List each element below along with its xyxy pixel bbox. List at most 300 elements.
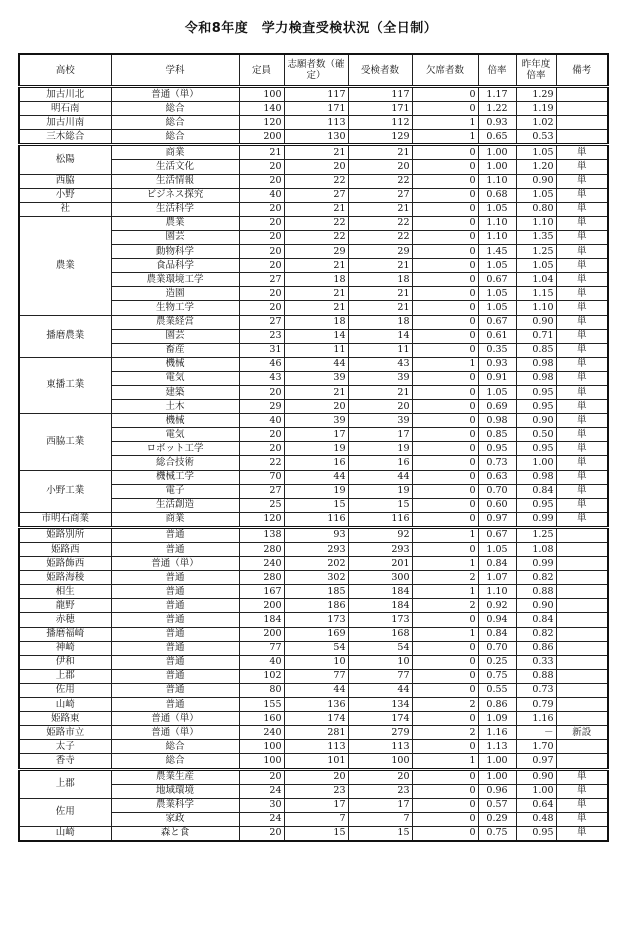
ratio-cell: 0.61	[478, 329, 516, 343]
department-cell: 総合	[111, 130, 239, 145]
school-name-cell: 姫路海稜	[19, 571, 111, 585]
ratio-cell: 1.45	[478, 245, 516, 259]
header-capacity: 定員	[239, 54, 284, 87]
ratio-cell: 1.05	[478, 385, 516, 399]
prev-ratio-cell: 0.98	[516, 470, 556, 484]
ratio-cell: 0.95	[478, 442, 516, 456]
applicants-cell: 21	[284, 259, 348, 273]
capacity-cell: 184	[239, 613, 284, 627]
department-cell: 機械	[111, 414, 239, 428]
ratio-cell: 0.60	[478, 498, 516, 512]
prev-ratio-cell: 0.84	[516, 484, 556, 498]
capacity-cell: 27	[239, 273, 284, 287]
note-cell: 単	[556, 371, 608, 385]
examinees-cell: 18	[348, 315, 412, 329]
ratio-cell: 0.69	[478, 400, 516, 414]
capacity-cell: 77	[239, 641, 284, 655]
note-cell	[556, 655, 608, 669]
table-row	[19, 543, 608, 557]
examinees-cell: 113	[348, 740, 412, 754]
ratio-cell: 0.93	[478, 357, 516, 371]
capacity-cell: 24	[239, 784, 284, 798]
ratio-cell: 0.65	[478, 130, 516, 145]
applicants-cell: 186	[284, 599, 348, 613]
applicants-cell: 113	[284, 116, 348, 130]
applicants-cell: 21	[284, 385, 348, 399]
prev-ratio-cell: 1.15	[516, 287, 556, 301]
school-name-cell: 小野	[19, 188, 111, 202]
department-cell: 機械	[111, 357, 239, 371]
applicants-cell: 185	[284, 585, 348, 599]
examinees-cell: 20	[348, 769, 412, 784]
prev-ratio-cell: 0.79	[516, 698, 556, 712]
capacity-cell: 240	[239, 726, 284, 740]
applicants-cell: 18	[284, 273, 348, 287]
department-cell: 普通	[111, 599, 239, 613]
applicants-cell: 116	[284, 512, 348, 527]
note-cell	[556, 669, 608, 683]
absentees-cell: 1	[412, 130, 478, 145]
department-cell: 生活情報	[111, 174, 239, 188]
prev-ratio-cell: 0.90	[516, 315, 556, 329]
applicants-cell: 171	[284, 102, 348, 116]
note-cell: 単	[556, 442, 608, 456]
examinees-cell: 22	[348, 216, 412, 230]
ratio-cell: 0.57	[478, 798, 516, 812]
ratio-cell: 0.67	[478, 315, 516, 329]
note-cell: 単	[556, 174, 608, 188]
absentees-cell: 1	[412, 754, 478, 769]
prev-ratio-cell: 0.84	[516, 613, 556, 627]
table-row	[19, 627, 608, 641]
applicants-cell: 29	[284, 245, 348, 259]
school-name-cell: 赤穂	[19, 613, 111, 627]
table-row	[19, 655, 608, 669]
applicants-cell: 113	[284, 740, 348, 754]
prev-ratio-cell: 0.53	[516, 130, 556, 145]
note-cell	[556, 571, 608, 585]
capacity-cell: 155	[239, 698, 284, 712]
capacity-cell: 20	[239, 245, 284, 259]
school-name-cell: 加古川南	[19, 116, 111, 130]
school-name-cell: 姫路西	[19, 543, 111, 557]
table-row	[19, 726, 608, 740]
absentees-cell: 0	[412, 202, 478, 216]
note-cell: 単	[556, 826, 608, 841]
absentees-cell: 0	[412, 428, 478, 442]
applicants-cell: 17	[284, 428, 348, 442]
examinees-cell: 293	[348, 543, 412, 557]
capacity-cell: 20	[239, 216, 284, 230]
applicants-cell: 281	[284, 726, 348, 740]
examinees-cell: 44	[348, 683, 412, 697]
prev-ratio-cell: 1.04	[516, 273, 556, 287]
note-cell	[556, 627, 608, 641]
prev-ratio-cell: 0.99	[516, 557, 556, 571]
department-cell: 造園	[111, 287, 239, 301]
absentees-cell: 1	[412, 585, 478, 599]
ratio-cell: 0.67	[478, 273, 516, 287]
prev-ratio-cell: 0.95	[516, 498, 556, 512]
school-name-cell: 上郡	[19, 669, 111, 683]
examinees-cell: 116	[348, 512, 412, 527]
examinees-cell: 54	[348, 641, 412, 655]
prev-ratio-cell: 0.90	[516, 769, 556, 784]
applicants-cell: 27	[284, 188, 348, 202]
examinees-cell: 22	[348, 174, 412, 188]
applicants-cell: 21	[284, 301, 348, 315]
school-name-cell: 西脇	[19, 174, 111, 188]
capacity-cell: 40	[239, 414, 284, 428]
applicants-cell: 54	[284, 641, 348, 655]
ratio-cell: 0.98	[478, 414, 516, 428]
ratio-cell: 0.94	[478, 613, 516, 627]
prev-ratio-cell: 0.73	[516, 683, 556, 697]
header-ratio: 倍率	[478, 54, 516, 87]
note-cell: 単	[556, 812, 608, 826]
absentees-cell: 0	[412, 712, 478, 726]
examinees-cell: 129	[348, 130, 412, 145]
capacity-cell: 200	[239, 627, 284, 641]
examinees-cell: 117	[348, 87, 412, 102]
capacity-cell: 20	[239, 442, 284, 456]
school-name-cell: 三木総合	[19, 130, 111, 145]
ratio-cell: 0.85	[478, 428, 516, 442]
department-cell: 普通	[111, 543, 239, 557]
ratio-cell: 1.10	[478, 216, 516, 230]
ratio-cell: 0.97	[478, 512, 516, 527]
exam-status-table	[18, 53, 609, 842]
capacity-cell: 20	[239, 769, 284, 784]
school-name-cell: 山崎	[19, 698, 111, 712]
absentees-cell: 0	[412, 160, 478, 174]
note-cell	[556, 740, 608, 754]
school-name-cell: 佐用	[19, 798, 111, 826]
applicants-cell: 20	[284, 160, 348, 174]
table-row	[19, 357, 608, 371]
ratio-cell: 0.55	[478, 683, 516, 697]
prev-ratio-cell: 0.88	[516, 585, 556, 599]
note-cell: 単	[556, 428, 608, 442]
table-row	[19, 641, 608, 655]
note-cell: 単	[556, 343, 608, 357]
department-cell: ロボット工学	[111, 442, 239, 456]
prev-ratio-cell: 1.05	[516, 259, 556, 273]
ratio-cell: 1.10	[478, 230, 516, 244]
examinees-cell: 23	[348, 784, 412, 798]
capacity-cell: 240	[239, 557, 284, 571]
note-cell: 単	[556, 245, 608, 259]
ratio-cell: 0.68	[478, 188, 516, 202]
table-row	[19, 202, 608, 216]
examinees-cell: 100	[348, 754, 412, 769]
table-row	[19, 116, 608, 130]
examinees-cell: 279	[348, 726, 412, 740]
department-cell: 総合	[111, 754, 239, 769]
school-name-cell: 姫路飾西	[19, 557, 111, 571]
absentees-cell: 0	[412, 174, 478, 188]
applicants-cell: 202	[284, 557, 348, 571]
capacity-cell: 100	[239, 754, 284, 769]
capacity-cell: 20	[239, 174, 284, 188]
absentees-cell: 0	[412, 498, 478, 512]
prev-ratio-cell: 1.20	[516, 160, 556, 174]
prev-ratio-cell: 1.25	[516, 527, 556, 542]
note-cell: 単	[556, 160, 608, 174]
ratio-cell: 0.75	[478, 669, 516, 683]
note-cell: 単	[556, 484, 608, 498]
applicants-cell: 15	[284, 826, 348, 841]
note-cell: 単	[556, 273, 608, 287]
note-cell	[556, 543, 608, 557]
capacity-cell: 21	[239, 145, 284, 160]
applicants-cell: 11	[284, 343, 348, 357]
table-row	[19, 557, 608, 571]
absentees-cell: 0	[412, 245, 478, 259]
applicants-cell: 39	[284, 414, 348, 428]
department-cell: 普通	[111, 655, 239, 669]
examinees-cell: 14	[348, 329, 412, 343]
ratio-cell: 0.70	[478, 484, 516, 498]
header-examinees: 受検者数	[348, 54, 412, 87]
note-cell	[556, 754, 608, 769]
department-cell: 普通（単）	[111, 726, 239, 740]
absentees-cell: 1	[412, 627, 478, 641]
header-prev-ratio: 昨年度倍率	[516, 54, 556, 87]
note-cell: 単	[556, 230, 608, 244]
department-cell: 畜産	[111, 343, 239, 357]
ratio-cell: 0.67	[478, 527, 516, 542]
department-cell: 普通	[111, 571, 239, 585]
ratio-cell: 1.05	[478, 301, 516, 315]
prev-ratio-cell: 1.02	[516, 116, 556, 130]
examinees-cell: 184	[348, 599, 412, 613]
prev-ratio-cell: 1.10	[516, 301, 556, 315]
applicants-cell: 44	[284, 357, 348, 371]
school-name-cell: 姫路市立	[19, 726, 111, 740]
prev-ratio-cell: 0.88	[516, 669, 556, 683]
capacity-cell: 22	[239, 456, 284, 470]
ratio-cell: 1.10	[478, 585, 516, 599]
absentees-cell: 0	[412, 798, 478, 812]
school-name-cell: 姫路別所	[19, 527, 111, 542]
school-name-cell: 相生	[19, 585, 111, 599]
ratio-cell: 0.75	[478, 826, 516, 841]
department-cell: 電気	[111, 371, 239, 385]
school-name-cell: 伊和	[19, 655, 111, 669]
ratio-cell: 0.84	[478, 557, 516, 571]
absentees-cell: 0	[412, 543, 478, 557]
table-row	[19, 798, 608, 812]
department-cell: 普通	[111, 669, 239, 683]
examinees-cell: 44	[348, 470, 412, 484]
prev-ratio-cell: 1.05	[516, 145, 556, 160]
department-cell: 農業生産	[111, 769, 239, 784]
table-row	[19, 145, 608, 160]
ratio-cell: 1.16	[478, 726, 516, 740]
school-name-cell: 姫路東	[19, 712, 111, 726]
applicants-cell: 173	[284, 613, 348, 627]
capacity-cell: 200	[239, 599, 284, 613]
capacity-cell: 20	[239, 428, 284, 442]
examinees-cell: 39	[348, 371, 412, 385]
examinees-cell: 18	[348, 273, 412, 287]
examinees-cell: 11	[348, 343, 412, 357]
department-cell: 建築	[111, 385, 239, 399]
applicants-cell: 19	[284, 484, 348, 498]
note-cell: 単	[556, 470, 608, 484]
absentees-cell: 0	[412, 442, 478, 456]
capacity-cell: 20	[239, 160, 284, 174]
prev-ratio-cell: 1.70	[516, 740, 556, 754]
examinees-cell: 21	[348, 145, 412, 160]
header-row	[19, 54, 608, 87]
capacity-cell: 70	[239, 470, 284, 484]
applicants-cell: 18	[284, 315, 348, 329]
table-row	[19, 174, 608, 188]
department-cell: 機械工学	[111, 470, 239, 484]
applicants-cell: 14	[284, 329, 348, 343]
capacity-cell: 29	[239, 400, 284, 414]
note-cell: 単	[556, 414, 608, 428]
absentees-cell: 2	[412, 698, 478, 712]
ratio-cell: 1.05	[478, 202, 516, 216]
prev-ratio-cell: 0.98	[516, 371, 556, 385]
table-row	[19, 414, 608, 428]
examinees-cell: 10	[348, 655, 412, 669]
prev-ratio-cell: 0.90	[516, 599, 556, 613]
table-row	[19, 754, 608, 769]
note-cell: 単	[556, 329, 608, 343]
note-cell: 単	[556, 400, 608, 414]
department-cell: 農業	[111, 216, 239, 230]
ratio-cell: 1.05	[478, 259, 516, 273]
school-name-cell: 神崎	[19, 641, 111, 655]
department-cell: 農業環境工学	[111, 273, 239, 287]
department-cell: ビジネス探究	[111, 188, 239, 202]
ratio-cell: 0.84	[478, 627, 516, 641]
department-cell: 生活文化	[111, 160, 239, 174]
prev-ratio-cell: 0.71	[516, 329, 556, 343]
capacity-cell: 27	[239, 315, 284, 329]
table-row	[19, 740, 608, 754]
examinees-cell: 15	[348, 498, 412, 512]
note-cell	[556, 712, 608, 726]
absentees-cell: 0	[412, 329, 478, 343]
capacity-cell: 20	[239, 202, 284, 216]
department-cell: 森と食	[111, 826, 239, 841]
table-row	[19, 613, 608, 627]
capacity-cell: 100	[239, 87, 284, 102]
applicants-cell: 117	[284, 87, 348, 102]
absentees-cell: 0	[412, 371, 478, 385]
department-cell: 商業	[111, 512, 239, 527]
header-absentees: 欠席者数	[412, 54, 478, 87]
examinees-cell: 112	[348, 116, 412, 130]
ratio-cell: 1.09	[478, 712, 516, 726]
capacity-cell: 120	[239, 116, 284, 130]
applicants-cell: 22	[284, 174, 348, 188]
examinees-cell: 171	[348, 102, 412, 116]
table-row	[19, 712, 608, 726]
capacity-cell: 46	[239, 357, 284, 371]
absentees-cell: 1	[412, 116, 478, 130]
school-name-cell: 佐用	[19, 683, 111, 697]
capacity-cell: 20	[239, 287, 284, 301]
applicants-cell: 21	[284, 287, 348, 301]
department-cell: 総合	[111, 740, 239, 754]
ratio-cell: 0.35	[478, 343, 516, 357]
absentees-cell: 0	[412, 784, 478, 798]
prev-ratio-cell: 1.25	[516, 245, 556, 259]
table-row	[19, 698, 608, 712]
examinees-cell: 21	[348, 259, 412, 273]
examinees-cell: 39	[348, 414, 412, 428]
ratio-cell: 0.86	[478, 698, 516, 712]
capacity-cell: 280	[239, 571, 284, 585]
prev-ratio-cell: 0.64	[516, 798, 556, 812]
department-cell: 動物科学	[111, 245, 239, 259]
header-applicants: 志願者数（確定）	[284, 54, 348, 87]
capacity-cell: 20	[239, 230, 284, 244]
applicants-cell: 77	[284, 669, 348, 683]
absentees-cell: 0	[412, 456, 478, 470]
examinees-cell: 77	[348, 669, 412, 683]
ratio-cell: 0.91	[478, 371, 516, 385]
department-cell: 普通	[111, 613, 239, 627]
school-name-cell: 上郡	[19, 769, 111, 798]
applicants-cell: 21	[284, 145, 348, 160]
capacity-cell: 100	[239, 740, 284, 754]
ratio-cell: 1.05	[478, 543, 516, 557]
examinees-cell: 29	[348, 245, 412, 259]
applicants-cell: 93	[284, 527, 348, 542]
examinees-cell: 300	[348, 571, 412, 585]
school-name-cell: 明石南	[19, 102, 111, 116]
ratio-cell: 1.00	[478, 769, 516, 784]
absentees-cell: 0	[412, 812, 478, 826]
absentees-cell: 0	[412, 287, 478, 301]
ratio-cell: 1.10	[478, 174, 516, 188]
note-cell: 単	[556, 301, 608, 315]
department-cell: 家政	[111, 812, 239, 826]
department-cell: 普通（単）	[111, 87, 239, 102]
prev-ratio-cell: 1.00	[516, 456, 556, 470]
note-cell: 新設	[556, 726, 608, 740]
examinees-cell: 43	[348, 357, 412, 371]
ratio-cell: 1.22	[478, 102, 516, 116]
note-cell	[556, 698, 608, 712]
ratio-cell: 1.05	[478, 287, 516, 301]
capacity-cell: 25	[239, 498, 284, 512]
absentees-cell: 0	[412, 414, 478, 428]
school-name-cell: 太子	[19, 740, 111, 754]
prev-ratio-cell: 0.50	[516, 428, 556, 442]
examinees-cell: 21	[348, 301, 412, 315]
prev-ratio-cell: 1.08	[516, 543, 556, 557]
capacity-cell: 43	[239, 371, 284, 385]
header-school: 高校	[19, 54, 111, 87]
prev-ratio-cell: 0.97	[516, 754, 556, 769]
applicants-cell: 20	[284, 400, 348, 414]
capacity-cell: 280	[239, 543, 284, 557]
absentees-cell: 0	[412, 669, 478, 683]
capacity-cell: 40	[239, 655, 284, 669]
note-cell	[556, 613, 608, 627]
applicants-cell: 44	[284, 470, 348, 484]
table-row	[19, 512, 608, 527]
table-row	[19, 87, 608, 102]
